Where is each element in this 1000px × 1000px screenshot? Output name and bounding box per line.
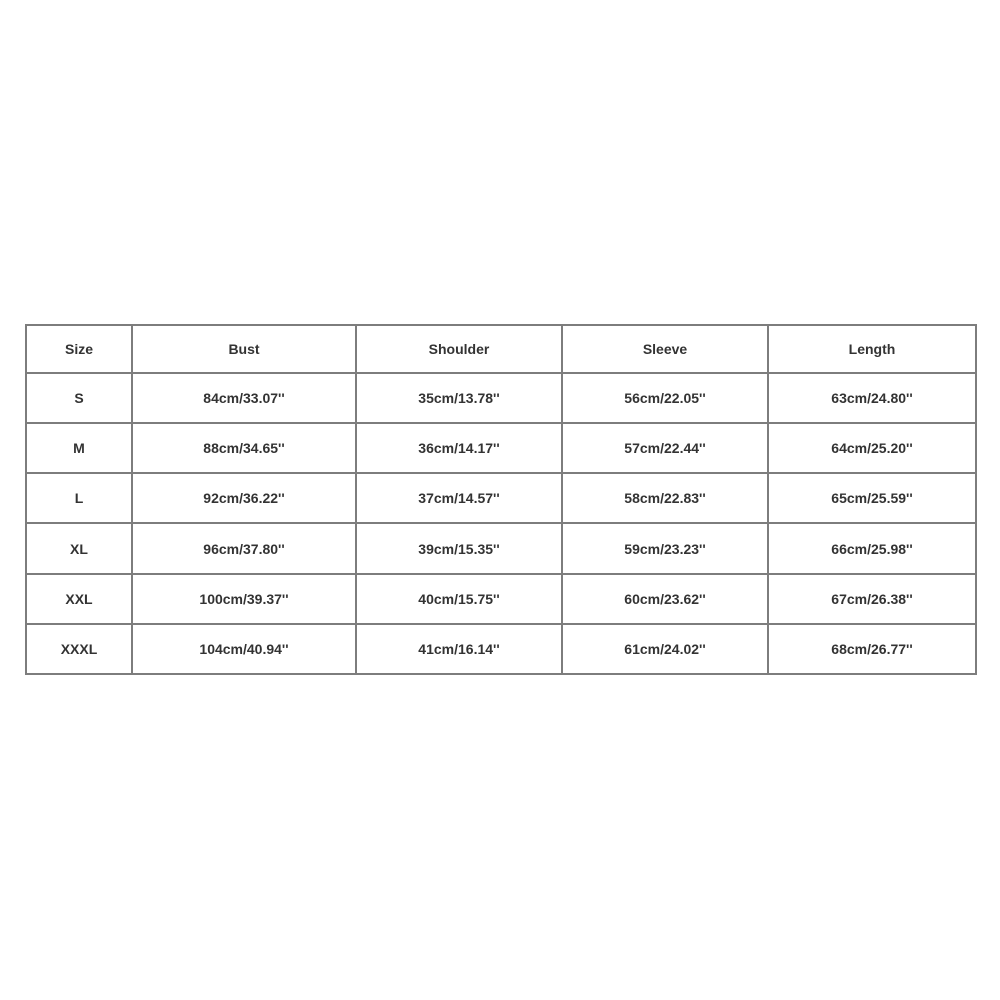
cell-length: 68cm/26.77'' <box>768 624 976 674</box>
cell-sleeve: 59cm/23.23'' <box>562 523 768 573</box>
cell-length: 64cm/25.20'' <box>768 423 976 473</box>
cell-sleeve: 60cm/23.62'' <box>562 574 768 624</box>
cell-shoulder: 35cm/13.78'' <box>356 373 562 423</box>
size-chart-table <box>25 324 977 675</box>
cell-shoulder: 36cm/14.17'' <box>356 423 562 473</box>
cell-bust: 92cm/36.22'' <box>132 473 356 523</box>
cell-sleeve: 56cm/22.05'' <box>562 373 768 423</box>
header-size: Size <box>26 325 132 373</box>
header-bust: Bust <box>132 325 356 373</box>
table-row <box>26 373 976 423</box>
cell-bust: 100cm/39.37'' <box>132 574 356 624</box>
cell-size: XXXL <box>26 624 132 674</box>
table-row <box>26 473 976 523</box>
table-header-row <box>26 325 976 373</box>
cell-bust: 84cm/33.07'' <box>132 373 356 423</box>
header-length: Length <box>768 325 976 373</box>
cell-shoulder: 37cm/14.57'' <box>356 473 562 523</box>
header-shoulder: Shoulder <box>356 325 562 373</box>
cell-size: S <box>26 373 132 423</box>
cell-sleeve: 57cm/22.44'' <box>562 423 768 473</box>
cell-shoulder: 40cm/15.75'' <box>356 574 562 624</box>
table-row <box>26 574 976 624</box>
cell-bust: 96cm/37.80'' <box>132 523 356 573</box>
table-row <box>26 423 976 473</box>
cell-size: L <box>26 473 132 523</box>
cell-length: 66cm/25.98'' <box>768 523 976 573</box>
cell-shoulder: 41cm/16.14'' <box>356 624 562 674</box>
cell-sleeve: 58cm/22.83'' <box>562 473 768 523</box>
cell-length: 67cm/26.38'' <box>768 574 976 624</box>
cell-size: XXL <box>26 574 132 624</box>
cell-length: 63cm/24.80'' <box>768 373 976 423</box>
cell-size: M <box>26 423 132 473</box>
cell-bust: 88cm/34.65'' <box>132 423 356 473</box>
cell-shoulder: 39cm/15.35'' <box>356 523 562 573</box>
cell-length: 65cm/25.59'' <box>768 473 976 523</box>
table-row <box>26 523 976 573</box>
header-sleeve: Sleeve <box>562 325 768 373</box>
cell-bust: 104cm/40.94'' <box>132 624 356 674</box>
table-row <box>26 624 976 674</box>
cell-size: XL <box>26 523 132 573</box>
cell-sleeve: 61cm/24.02'' <box>562 624 768 674</box>
